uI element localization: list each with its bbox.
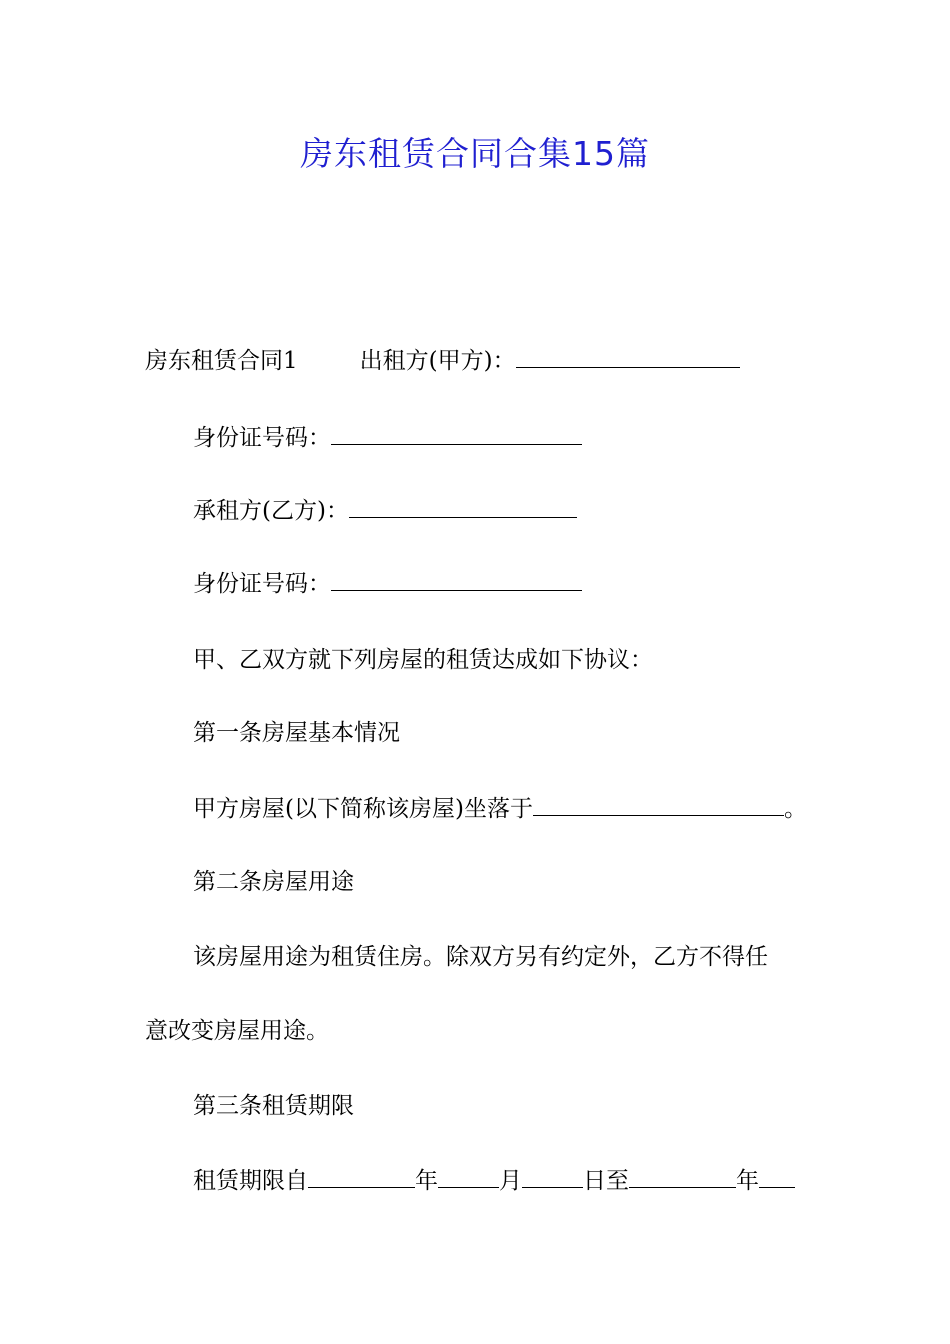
lessor-id-label: 身份证号码：	[193, 425, 331, 451]
usage-paragraph-line-2: 意改变房屋用途。	[145, 1018, 329, 1044]
lessee-id-label: 身份证号码：	[193, 571, 331, 597]
document-title: 房东租赁合同合集15篇	[300, 134, 650, 173]
period-mark: 。	[783, 796, 807, 822]
lessee-line	[193, 495, 577, 526]
lease-term-label: 租赁期限自	[193, 1168, 308, 1194]
start-month-blank	[438, 1165, 499, 1188]
article-1-heading: 第一条房屋基本情况	[193, 720, 400, 746]
end-year-blank	[629, 1165, 736, 1188]
agreement-intro: 甲、乙双方就下列房屋的租赁达成如下协议：	[193, 647, 653, 673]
start-year-label: 年	[415, 1168, 438, 1194]
lessor-id-blank	[331, 422, 582, 445]
lessee-blank	[349, 495, 577, 518]
article-2-heading: 第二条房屋用途	[193, 869, 354, 895]
property-location-blank	[533, 793, 784, 816]
lessee-label: 承租方(乙方)：	[193, 498, 349, 524]
lessee-id-blank	[331, 568, 582, 591]
property-location-label: 甲方房屋(以下简称该房屋)坐落于	[193, 796, 533, 822]
usage-paragraph-line-1: 该房屋用途为租赁住房。除双方另有约定外，乙方不得任	[193, 944, 768, 970]
end-year-label: 年	[736, 1168, 759, 1194]
lessee-id-line	[193, 568, 582, 599]
start-year-blank	[308, 1165, 415, 1188]
lessor-id-line	[193, 422, 582, 453]
contract-heading-line	[145, 345, 740, 376]
article-3-heading: 第三条租赁期限	[193, 1093, 354, 1119]
start-day-blank	[522, 1165, 583, 1188]
end-month-blank	[759, 1165, 795, 1188]
lessor-blank	[516, 345, 740, 368]
start-month-label: 月	[499, 1168, 522, 1194]
lessor-label: 出租方(甲方)：	[359, 348, 516, 374]
start-day-label: 日至	[583, 1168, 629, 1194]
lease-term-line	[193, 1165, 795, 1196]
property-location-line	[193, 793, 807, 824]
contract-heading: 房东租赁合同1	[145, 348, 298, 374]
